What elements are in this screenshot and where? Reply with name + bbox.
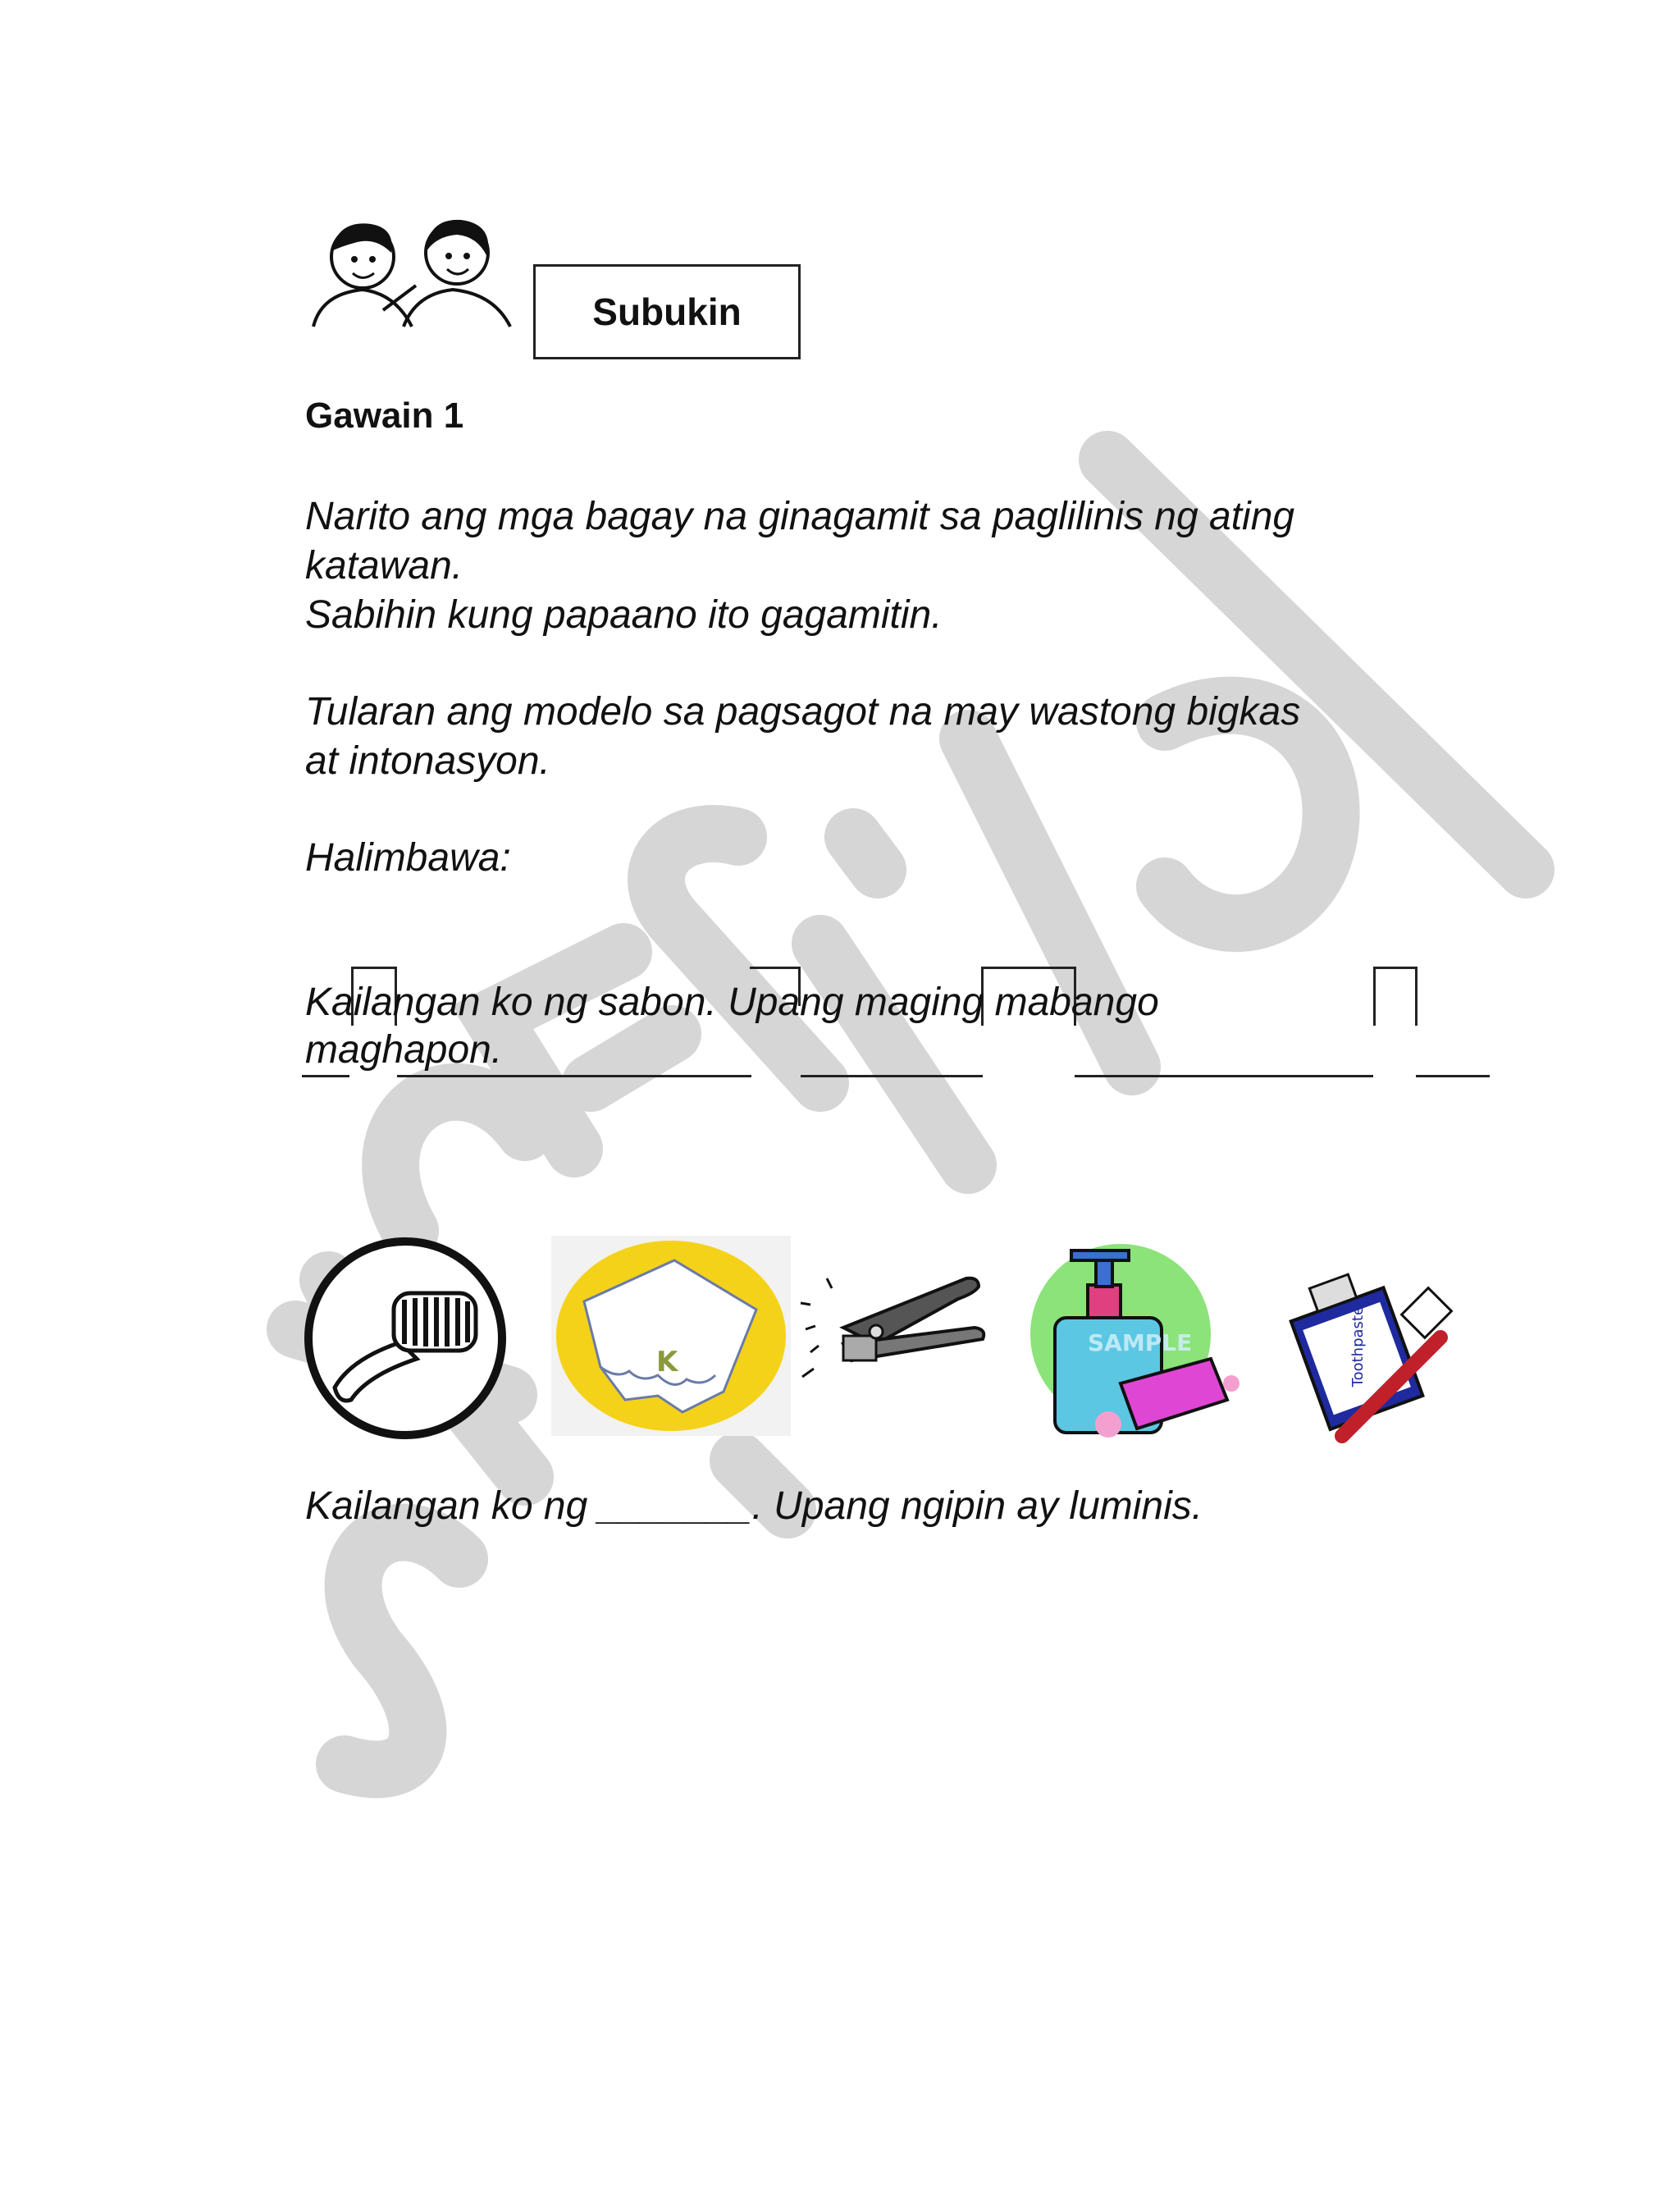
- intonation-line: [302, 1075, 349, 1077]
- answer-blank[interactable]: _______: [598, 1484, 752, 1528]
- children-reading-icon: [305, 203, 518, 335]
- soap-stamp: SAMPLE: [1088, 1329, 1193, 1356]
- section-label-box: [533, 264, 801, 359]
- nail-clipper-icon: [794, 1254, 1001, 1393]
- example-line-1: Kailangan ko ng sabon. Upang maging mabango: [305, 981, 1159, 1024]
- intonation-bracket: [1373, 967, 1418, 1026]
- intonation-line: [1416, 1075, 1490, 1077]
- activity-title: Gawain 1: [305, 395, 464, 436]
- example-line-2: maghapon.: [305, 1028, 503, 1072]
- section-label: Subukin: [592, 290, 742, 333]
- instruction-line-3: Sabihin kung papaano ito gagamitin.: [305, 593, 943, 637]
- hairbrush-icon: [302, 1236, 509, 1441]
- instruction-line-2: katawan.: [305, 544, 463, 588]
- intonation-line: [801, 1075, 983, 1077]
- toothpaste-toothbrush-icon: [1285, 1239, 1459, 1461]
- intonation-line: [397, 1075, 751, 1077]
- question-text-after: . Upang ngipin ay luminis.: [751, 1484, 1203, 1528]
- question-text-before: Kailangan ko ng: [305, 1484, 599, 1528]
- example-label: Halimbawa:: [305, 836, 511, 880]
- handkerchief-icon: [551, 1236, 791, 1436]
- instruction-line-4: Tularan ang modelo sa pagsagot na may wastong bigkas: [305, 690, 1301, 734]
- question-line: [305, 1482, 1203, 1531]
- handkerchief-letter: K: [656, 1346, 678, 1378]
- toothpaste-label: Toothpaste: [1349, 1305, 1367, 1388]
- instruction-line-1: Narito ang mga bagay na ginagamit sa paglilinis ng ating: [305, 495, 1295, 538]
- intonation-line: [1075, 1075, 1373, 1077]
- instruction-line-5: at intonasyon.: [305, 739, 550, 783]
- soap-icon: [1022, 1236, 1244, 1447]
